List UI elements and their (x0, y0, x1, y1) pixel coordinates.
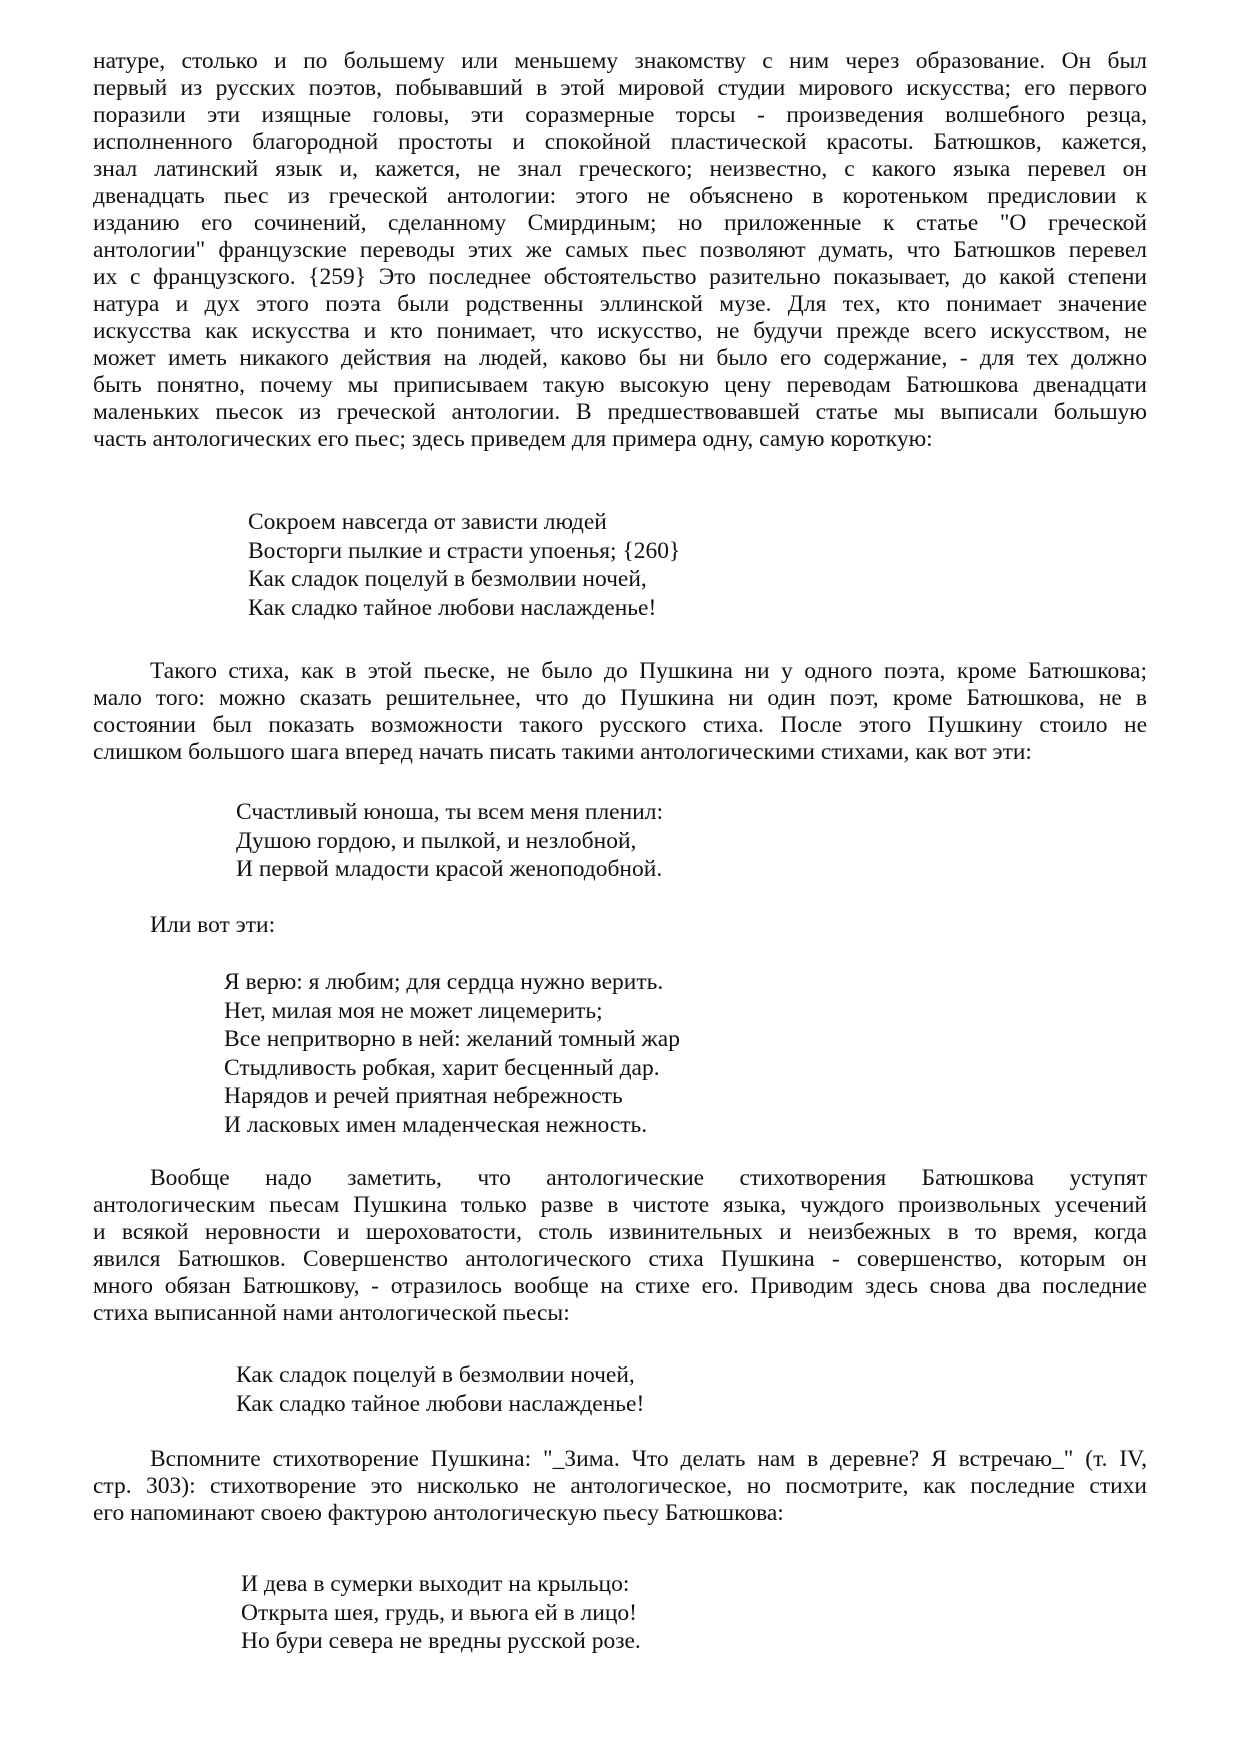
text-line: часть антологических его пьес; здесь приведем для примера одну, самую короткую: (93, 426, 933, 452)
text-line: антологическим пьесам Пушкина только разве в чистоте языка, чуждого произвольных усечений (93, 1192, 1147, 1218)
text-line: Или вот эти: (150, 912, 276, 938)
paragraph-3 (93, 912, 1147, 939)
verse-line: Все непритворно в ней: желаний томный жар (224, 1026, 680, 1053)
verse-line: Я верю: я любим; для сердца нужно верить. (224, 969, 664, 995)
text-line: может иметь никакого действия на людей, каково бы ни было его содержание, - для тех должно (93, 345, 1147, 371)
text-line: поразили эти изящные головы, эти соразмерные торсы - произведения волшебного резца, (93, 102, 1147, 128)
paragraph-2 (93, 658, 1147, 766)
text-line: состоянии был показать возможности такого русского стиха. После этого Пушкину стоило не (93, 712, 1147, 738)
verse-line: Душою гордою, и пылкой, и незлобной, (236, 827, 637, 854)
verse-line: И ласковых имен младенческая нежность. (224, 1111, 648, 1138)
text-line: изданию его сочинений, сделанному Смирдиным; но приложенные к статье "О греческой (93, 210, 1147, 236)
text-line: двенадцать пьес из греческой антологии: этого не объяснено в коротеньком предисловии к (93, 183, 1147, 209)
verse-quote-1 (248, 508, 680, 622)
verse-quote-4 (236, 1361, 644, 1418)
text-line: искусства как искусства и кто понимает, что искусство, не будучи прежде всего искусством, не (93, 318, 1147, 344)
text-line: его напоминают своею фактурою антологическую пьесу Батюшкова: (93, 1500, 784, 1526)
paragraph-5 (93, 1446, 1147, 1527)
text-line: знал латинский язык и, кажется, не знал греческого; неизвестно, с какого языка перевел он (93, 156, 1147, 182)
text-line: Вообще надо заметить, что антологические стихотворения Батюшкова уступят (150, 1165, 1147, 1191)
text-line: натура и дух этого поэта были родственны эллинской музе. Для тех, кто понимает значение (93, 291, 1147, 317)
verse-line: И дева в сумерки выходит на крыльцо: (241, 1571, 630, 1597)
text-line: мало того: можно сказать решительнее, что до Пушкина ни один поэт, кроме Батюшкова, не в (93, 685, 1147, 711)
verse-line: Как сладко тайное любови наслажденье! (236, 1390, 645, 1417)
verse-line: Но бури севера не вредны русской розе. (241, 1628, 641, 1655)
text-line: Такого стиха, как в этой пьеске, не было до Пушкина ни у одного поэта, кроме Батюшкова; (150, 658, 1147, 684)
verse-line: Нарядов и речей приятная небрежность (224, 1083, 623, 1110)
text-line: антологии" французские переводы этих же самых пьес позволяют думать, что Батюшков перевел (93, 237, 1147, 263)
verse-line: Восторги пылкие и страсти упоенья; {260} (248, 537, 681, 564)
verse-line: Как сладок поцелуй в безмолвии ночей, (248, 566, 647, 593)
text-line: слишком большого шага вперед начать писать такими антологическими стихами, как вот эти: (93, 739, 1032, 765)
paragraph-1 (93, 48, 1147, 453)
text-line: Вспомните стихотворение Пушкина: "_Зима. Что делать нам в деревне? Я встречаю_" (т. IV, (150, 1446, 1147, 1472)
verse-line: Как сладок поцелуй в безмолвии ночей, (236, 1362, 635, 1388)
paragraph-4 (93, 1165, 1147, 1327)
verse-line: Счастливый юноша, ты всем меня пленил: (236, 799, 664, 825)
text-line: первый из русских поэтов, побывавший в этой мировой студии мирового искусства; его первого (93, 75, 1147, 101)
verse-line: Нет, милая моя не может лицемерить; (224, 997, 603, 1024)
text-line: явился Батюшков. Совершенство антологического стиха Пушкина - совершенство, которым он (93, 1246, 1147, 1272)
text-line: много обязан Батюшкову, - отразилось вообще на стихе его. Приводим здесь снова два последние (93, 1273, 1147, 1299)
verse-line: Открыта шея, грудь, и вьюга ей в лицо! (241, 1599, 637, 1626)
text-line: натуре, столько и по большему или меньшему знакомству с ним через образование. Он был (93, 48, 1147, 74)
verse-line: Сокроем навсегда от зависти людей (248, 509, 607, 535)
verse-quote-2 (236, 798, 663, 884)
text-line: и всякой неровности и шероховатости, столь извинительных и неизбежных в то время, когда (93, 1219, 1147, 1245)
text-line: маленьких пьесок из греческой антологии. В предшествовавшей статье мы выписали большую (93, 399, 1147, 425)
verse-line: Стыдливость робкая, харит бесценный дар. (224, 1054, 660, 1081)
verse-quote-5 (241, 1570, 641, 1656)
verse-line: И первой младости красой женоподобной. (236, 856, 663, 883)
text-line: стр. 303): стихотворение это нисколько не антологическое, но посмотрите, как последние стихи (93, 1473, 1147, 1499)
text-line: их с французского. {259} Это последнее обстоятельство разительно показывает, до какой степени (93, 264, 1147, 290)
text-line: исполненного благородной простоты и спокойной пластической красоты. Батюшков, кажется, (93, 129, 1147, 155)
text-line: быть понятно, почему мы приписываем такую высокую цену переводам Батюшкова двенадцати (93, 372, 1147, 398)
verse-quote-3 (224, 968, 680, 1140)
text-line: стиха выписанной нами антологической пьесы: (93, 1300, 570, 1326)
verse-line: Как сладко тайное любови наслажденье! (248, 594, 657, 621)
